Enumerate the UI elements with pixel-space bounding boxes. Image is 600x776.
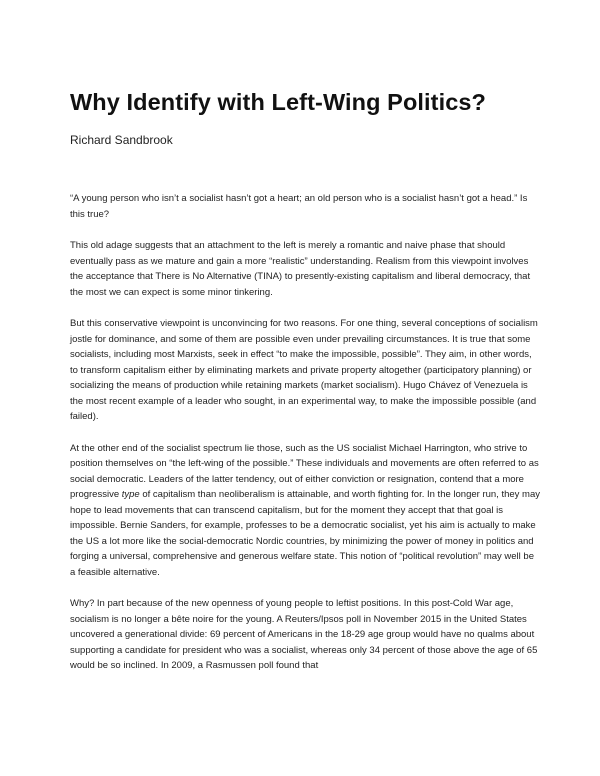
paragraph-3: But this conservative viewpoint is unconvincing for two reasons. For one thing, several conceptions of socialism jostle for dominance, and some of them are possible even under prevailing circumstances. It is true that some socialists, including most Marxists, seek in effect “to make the impossible, possible”. They aim, in other words, to transform capitalism either by eliminating markets and private property altogether (participatory planning) or socializing the means of production while retaining markets (market socialism). Hugo Chávez of Venezuela is the most recent example of a leader who sought, in an experimental way, to make the impossible possible (and failed). [70,318,538,422]
article-author: Richard Sandbrook [70,133,173,147]
article-body [70,191,540,674]
paragraph-4-text-b: of capitalism than neoliberalism is attainable, and worth fighting for. In the longer run, they may hope to lead movements that can transcend capitalism, but for the moment they accept that that goal is impossible. Bernie Sanders, for example, professes to be a democratic socialist, yet his aim is actually to make the US a lot more like the social-democratic Nordic countries, by minimizing the power of money in politics and forging a universal, comprehensive and generous welfare state. This notion of “political revolution” may well be a feasible alternative. [70,489,540,578]
article-title: Why Identify with Left-Wing Politics? [70,89,487,115]
paragraph-5: Why? In part because of the new openness of young people to leftist positions. In this post-Cold War age, socialism is no longer a bête noire for the young. A Reuters/Ipsos poll in November 2015 in the United States uncovered a generational divide: 69 percent of Americans in the 18-29 age group would have no qualms about supporting a candidate for president who was a socialist, whereas only 34 percent of those above the age of 65 would be so inclined. In 2009, a Rasmussen poll found that [70,598,538,671]
paragraph-2: This old adage suggests that an attachment to the left is merely a romantic and naive phase that should eventually pass as we mature and gain a more “realistic” understanding. Realism from this viewpoint involves the acceptance that There is No Alternative (TINA) to presently-existing capitalism and liberal democracy, that the most we can expect is some minor tinkering. [70,240,531,298]
paragraph-1: “A young person who isn’t a socialist hasn’t got a heart; an old person who is a socialist hasn’t got a head.” Is this true? [70,193,528,220]
paragraph-4-text-a: At the other end of the socialist spectrum lie those, such as the US socialist Michael Harrington, who strive to position themselves on “the left-wing of the possible.” These individuals and movements are often referred to as social democratic. Leaders of the latter tendency, out of either conviction or resignation, contend that a more progressive [70,442,539,500]
paragraph-4-emphasis: type [121,489,140,500]
paragraph-4 [70,441,540,581]
